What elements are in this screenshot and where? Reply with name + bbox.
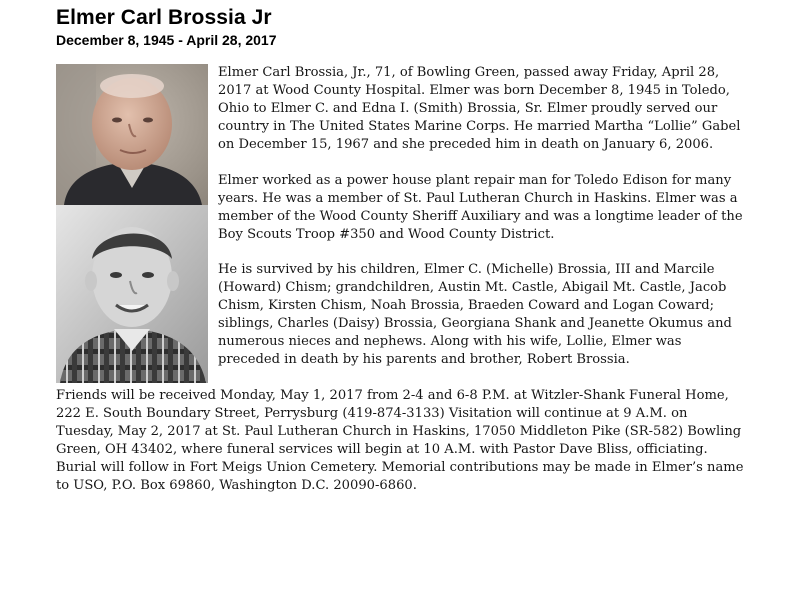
photo-spacer bbox=[56, 64, 218, 386]
paragraph-life-summary: Elmer Carl Brossia, Jr., 71, of Bowling Green, passed away Friday, April 28, 2017 at Wood County Hospital. Elmer was born December 8, 1945 in Toledo, Ohio to Elmer C. and Edna I. (Smith) Brossia, Sr. Elmer proudly served our country in The United States Marine Corps. He married Martha “Lollie” Gabel on December 15, 1967 and she preceded him in death on January 6, 2006. bbox=[218, 65, 741, 152]
paragraph-survivors: He is survived by his children, Elmer C. (Michelle) Brossia, III and Marcile (Howard) Chism; grandchildren, Austin Mt. Castle, Abigail Mt. Castle, Jacob Chism, Kirsten Chism, Noah Brossia, Braeden Coward and Logan Coward; siblings, Charles (Daisy) Brossia, Georgiana Shank and Jeanette Okumus and numerous nieces and nephews. Along with his wife, Lollie, Elmer was preceded in death by his parents and brother, Robert Brossia. bbox=[218, 262, 732, 367]
paragraph-career: Elmer worked as a power house plant repair man for Toledo Edison for many years. He was a member of St. Paul Lutheran Church in Haskins. Elmer was a member of the Wood County Sheriff Auxiliary and was a longtime leader of the Boy Scouts Troop #350 and Wood County District. bbox=[218, 172, 743, 242]
obituary-name: Elmer Carl Brossia Jr bbox=[56, 6, 272, 29]
obituary-dates: December 8, 1945 - April 28, 2017 bbox=[56, 32, 277, 48]
obituary-text bbox=[56, 64, 746, 512]
paragraph-services: Friends will be received Monday, May 1, 2017 from 2-4 and 6-8 P.M. at Witzler-Shank Funeral Home, 222 E. South Boundary Street, Perrysburg (419-874-3133) Visitation will continue at 9 A.M. on Tuesday, May 2, 2017 at St. Paul Lutheran Church in Haskins, 17050 Middleton Pike (SR-582) Bowling Green, OH 43402, where funeral services will begin at 10 A.M. with Pastor Dave Bliss, officiating. Burial will follow in Fort Meigs Union Cemetery. Memorial contributions may be made in Elmer’s name to USO, P.O. Box 69860, Washington D.C. 20090-6860. bbox=[56, 387, 744, 493]
